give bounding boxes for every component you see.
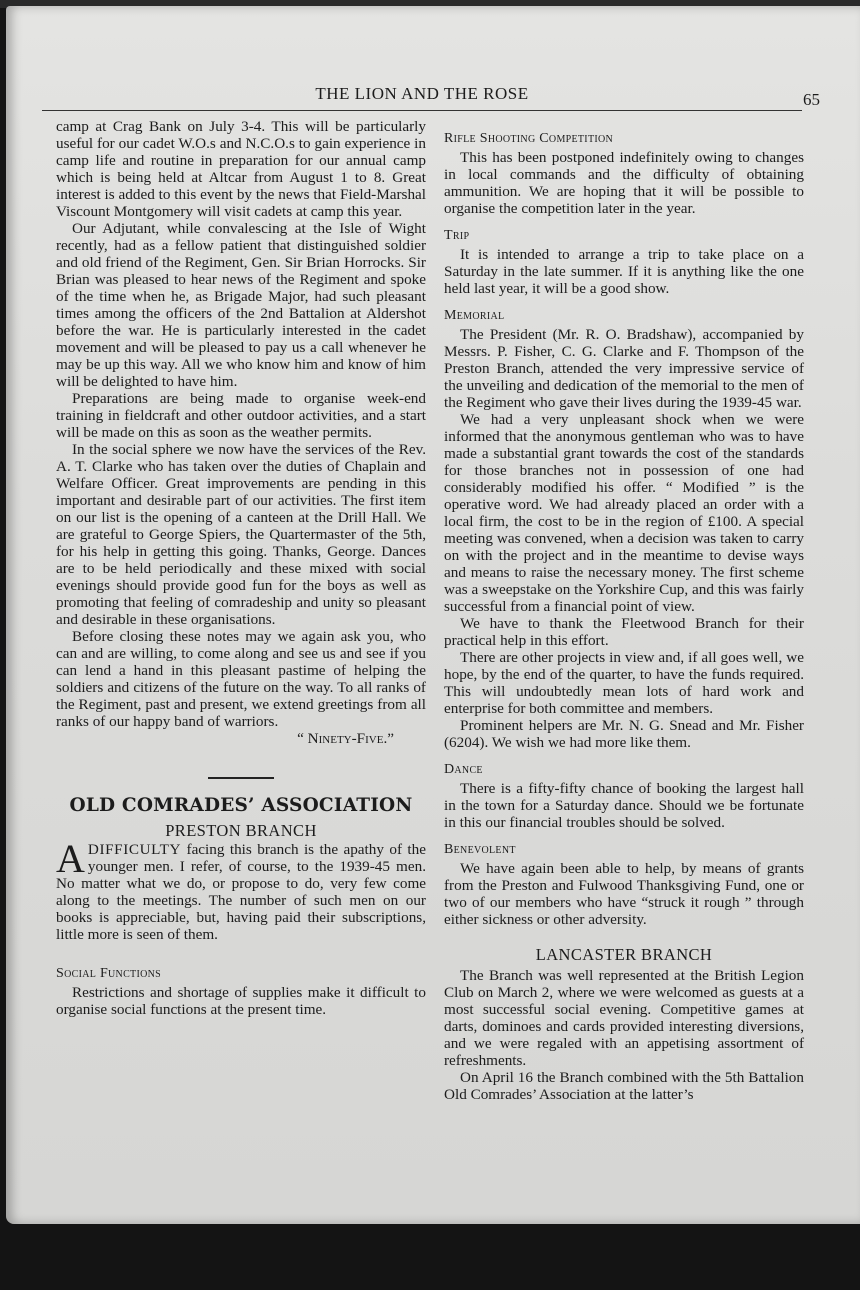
paragraph: This has been postponed indefinitely owing to changes in local commands and the difficulty of obtaining ammunition. We are hoping that it will be possible to organise the competition later in the year. — [444, 149, 804, 217]
running-header — [42, 82, 820, 111]
page-number: 65 — [803, 90, 820, 109]
subsection-heading: Dance — [444, 762, 483, 777]
subsection-heading: Social Functions — [56, 966, 161, 981]
paragraph: We had a very unpleasant shock when we were informed that the anonymous gentleman who was to have made a substantial grant towards the cost of the standards for those branches not in possession of one had considerably modified his offer. “ Modified ” is the operative word. We had already placed an order with a local firm, the cost to be in the region of £100. A special meeting was convened, when a decision was taken to carry on with the project and in the meantime to devise ways and means to raise the necessary money. The first scheme was a sweepstake on the Yorkshire Cup, and this was fairly successful from a financial point of view. — [444, 411, 804, 615]
paragraph: In the social sphere we now have the services of the Rev. A. T. Clarke who has taken over the duties of Chaplain and Welfare Officer. Great improvements are pending in this important and desirable part of our activities. The first item on our list is the opening of a canteen at the Drill Hall. We are grateful to George Spiers, the Quartermaster of the 5th, for his help in getting this going. Thanks, George. Dances are to be held periodically and these mixed with social evenings should provide good fun for the boys as well as promoting that feeling of comradeship and unity so pleasant and desirable in these organisations. — [56, 441, 426, 628]
intro-paragraph — [56, 836, 426, 943]
paragraph: We have again been able to help, by means of grants from the Preston and Fulwood Thanksgiving Fund, one or two of our members who have “struck it rough ” through either sickness or other adversity. — [444, 860, 804, 928]
branch-heading: PRESTON BRANCH — [165, 821, 317, 840]
paragraph: There are other projects in view and, if all goes well, we hope, by the end of the quarter, to have the funds required. This will undoubtedly mean lots of hard work and enterprise for both committee and members. — [444, 649, 804, 717]
paragraph: Prominent helpers are Mr. N. G. Snead and Mr. Fisher (6204). We wish we had more like them. — [444, 717, 804, 751]
paragraph: Preparations are being made to organise week-end training in fieldcraft and other outdoor activities, and a start will be made on this as soon as the weather permits. — [56, 390, 426, 441]
subsection-heading: Trip — [444, 228, 470, 243]
paragraph: camp at Crag Bank on July 3-4. This will be particularly useful for our cadet W.O.s and N.C.O.s to gain experience in camp life and routine in preparation for our annual camp which is being held at Altcar from August 1 to 8. Great interest is added to this event by the news that Field-Marshal Viscount Montgomery will visit cadets at camp this year. — [56, 118, 426, 220]
lead-caps: DIFFICULTY — [87, 841, 182, 858]
drop-cap: A — [56, 836, 85, 881]
subsection-heading: Rifle Shooting Competition — [444, 131, 614, 146]
paragraph: It is intended to arrange a trip to take place on a Saturday in the late summer. If it is anything like the one held last year, it will be a good show. — [444, 246, 804, 297]
paragraph: There is a fifty-fifty chance of booking the largest hall in the town for a Saturday dance. Should we be fortunate in this our financial troubles should be solved. — [444, 780, 804, 831]
paragraph: On April 16 the Branch combined with the 5th Battalion Old Comrades’ Association at the latter’s — [444, 1069, 804, 1103]
paragraph: Our Adjutant, while convalescing at the Isle of Wight recently, had as a fellow patient that distinguished soldier and old friend of the Regiment, Gen. Sir Brian Horrocks. Sir Brian was pleased to hear news of the Regiment and spoke of the time when he, as Brigade Major, had such pleasant times among the officers of the 2nd Battalion at Aldershot before the war. He is particularly interested in the cadet movement and will be pleased to pay us a call whenever he may be up this way. All we who know him and know of him will be delighted to have him. — [56, 220, 426, 390]
publication-title: THE LION AND THE ROSE — [315, 84, 529, 103]
branch-heading: LANCASTER BRANCH — [535, 945, 713, 964]
section-heading: OLD COMRADES’ ASSOCIATION — [69, 795, 413, 816]
section-divider — [208, 777, 274, 779]
left-column — [56, 118, 426, 1018]
paragraph: The President (Mr. R. O. Bradshaw), accompanied by Messrs. P. Fisher, C. G. Clarke and F. Thompson of the Preston Branch, attended the very impressive service of the unveiling and dedication of the memorial to the men of the Regiment who gave their lives during the 1939-45 war. — [444, 326, 804, 411]
subsection-heading: Benevolent — [444, 842, 516, 857]
paragraph: Restrictions and shortage of supplies make it difficult to organise social functions at the present time. — [56, 984, 426, 1018]
paragraph: The Branch was well represented at the British Legion Club on March 2, where we were welcomed as guests at a most successful social evening. Competitive games at darts, dominoes and cards provided interesting diversions, and we were regaled with an appetising assortment of refreshments. — [444, 967, 804, 1069]
right-column — [444, 130, 804, 1103]
subsection-heading: Memorial — [444, 308, 505, 323]
signature: “ Ninety-Five.” — [297, 730, 394, 747]
paragraph: We have to thank the Fleetwood Branch for their practical help in this effort. — [444, 615, 804, 649]
magazine-page — [6, 6, 860, 1224]
paragraph: Before closing these notes may we again ask you, who can and are willing, to come along and see us and see if you can lend a hand in this pleasant pastime of helping the soldiers and citizens of the future on the way. To all ranks of the Regiment, past and present, we extend greetings from all ranks of our happy band of warriors. — [56, 628, 426, 730]
intro-text: facing this branch is the apathy of the younger men. I refer, of course, to the 1939-45 men. No matter what we do, or propose to do, very few come along to the meetings. The number of such men on our books is appreciable, but, having paid their subscriptions, little more is seen of them. — [56, 841, 426, 943]
